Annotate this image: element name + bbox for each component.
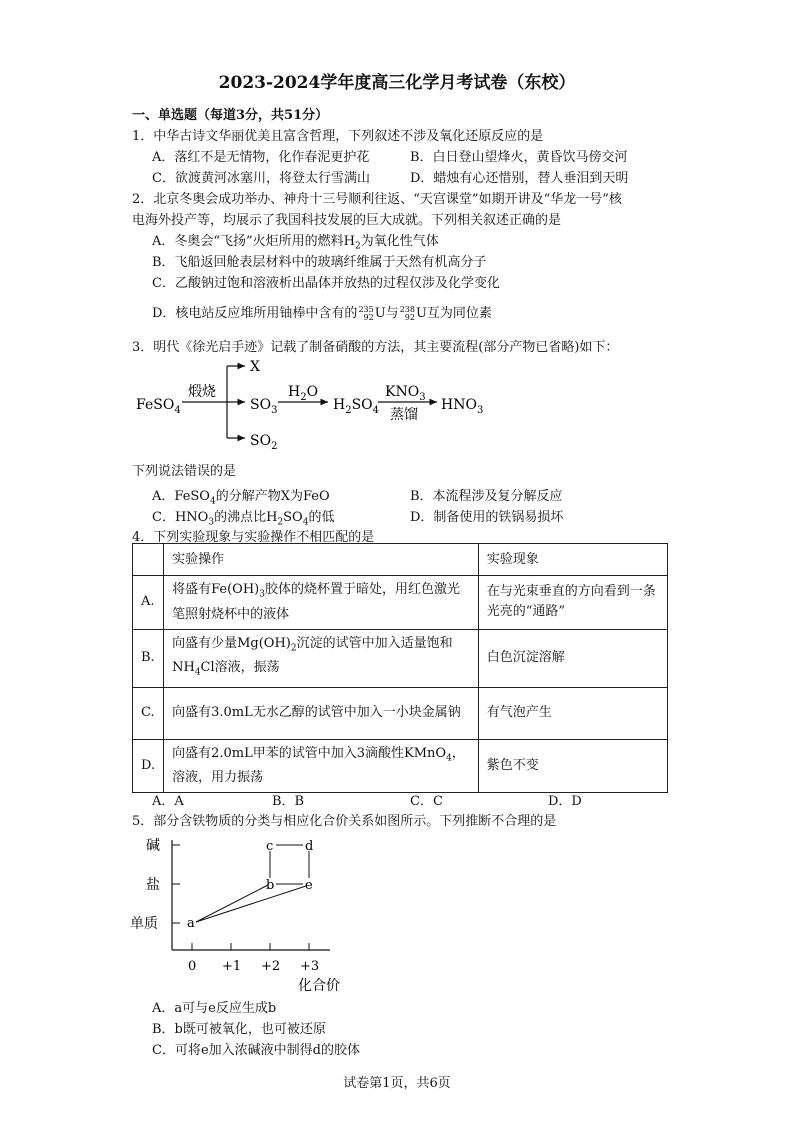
line-a-b — [196, 885, 268, 922]
question-2-stem-line2: 电海外投产等，均展示了我国科技发展的巨大成就。下列相关叙述正确的是 — [132, 213, 562, 228]
flow-calcine-label: 煅烧 — [188, 384, 216, 400]
q4-option-d: D．D — [548, 794, 582, 809]
table-row: B. 向盛有少量$Mg(OH)_2$沉淀的试管中加入适量饱和$NH_4Cl$溶液，振荡 白色沉淀溶解 — [133, 629, 668, 687]
y-label-salt: 盐 — [146, 877, 160, 893]
page-footer: 试卷第1页，共6页 — [343, 1076, 451, 1091]
y-label-element: 单质 — [130, 916, 158, 932]
q5-option-a: A．a可与e反应生成b — [152, 1001, 277, 1016]
q3-option-d: D．制备使用的铁锅易损坏 — [410, 510, 564, 525]
isotope-u235: 235 92 — [358, 304, 374, 322]
point-b: b — [266, 878, 275, 893]
q3-ask: 下列说法错误的是 — [132, 464, 237, 479]
q4-option-a: A．A — [152, 794, 184, 809]
table-row: A. 将盛有$Fe(OH)_3$胶体的烧杯置于暗处，用红色激光笔照射烧杯中的液体 在与光束垂直的方向看到一条光亮的“通路” — [133, 576, 668, 630]
x-tick-label-1: +1 — [222, 959, 242, 974]
question-3-stem: 3．明代《徐光启手迹》记载了制备硝酸的方法，其主要流程(部分产物已省略)如下： — [132, 340, 619, 355]
header-operation: 实验操作 — [164, 544, 479, 576]
flow-x: X — [250, 359, 260, 375]
x-tick-label-3: +3 — [300, 959, 320, 974]
q3-option-c: C．$HNO_3$的沸点比$H_2SO_4$的低 — [152, 510, 335, 528]
q4-option-c: C．C — [410, 794, 443, 809]
q2-option-c: C．乙酸钠过饱和溶液析出晶体并放热的过程仅涉及化学变化 — [152, 276, 500, 291]
q2-option-b: B．飞船返回舱表层材料中的玻璃纤维属于天然有机高分子 — [152, 255, 487, 270]
flow-hno3: $HNO_3$ — [441, 397, 484, 416]
q2-option-d: D．核电站反应堆所用铀棒中含有的235 92U与238 92U互为同位素 — [152, 304, 492, 322]
q5-option-b: B．b既可被氧化，也可被还原 — [152, 1022, 326, 1037]
flow-feso4: FeSO$_4$ — [136, 397, 181, 416]
q3-option-b: B．本流程涉及复分解反应 — [410, 489, 563, 504]
q4-option-b: B．B — [272, 794, 305, 809]
flow-kno3-label: $KNO_3$ — [385, 384, 426, 403]
x-axis-label: 化合价 — [298, 978, 340, 994]
table-row: D. 向盛有2.0mL甲苯的试管中加入3滴酸性KMnO$_4$，溶液，用力振荡 紫色不变 — [133, 739, 668, 793]
flow-so2: $SO_2$ — [250, 433, 278, 452]
point-a: a — [187, 916, 195, 931]
table-row: C. 向盛有3.0mL无水乙醇的试管中加入一小块金属钠 有气泡产生 — [133, 687, 668, 739]
flow-so3: $SO_3$ — [250, 397, 278, 416]
flow-h2o-label: $H_2O$ — [288, 384, 319, 403]
question-1-stem: 1．中华古诗文华丽优美且富含哲理，下列叙述不涉及氧化还原反应的是 — [132, 129, 544, 144]
line-a-e — [196, 886, 306, 922]
question-5-stem: 5．部分含铁物质的分类与相应化合价关系如图所示。下列推断不合理的是 — [132, 814, 557, 829]
point-d: d — [305, 839, 314, 854]
q1-option-a: A．落红不是无情物，化作春泥更护花 — [152, 150, 370, 165]
section-heading: 一、单选题（每道3分，共51分） — [132, 108, 329, 123]
x-tick-label-2: +2 — [261, 959, 281, 974]
point-e: e — [305, 878, 313, 893]
q1-option-c: C．欲渡黄河冰塞川，将登太行雪满山 — [152, 171, 370, 186]
q1-option-b: B．白日登山望烽火，黄昏饮马傍交河 — [410, 150, 628, 165]
point-c: c — [266, 839, 274, 854]
header-phenomenon: 实验现象 — [478, 544, 667, 576]
y-label-base: 碱 — [146, 838, 160, 854]
isotope-u238: 238 92 — [399, 304, 415, 322]
q3-option-a: A．FeSO$_4$的分解产物X为FeO — [152, 489, 330, 507]
q1-option-d: D．蜡烛有心还惜别，替人垂泪到天明 — [410, 171, 629, 186]
flow-distill-label: 蒸馏 — [390, 407, 418, 423]
q5-option-c: C．可将e加入浓碱液中制得d的胶体 — [152, 1043, 360, 1058]
experiment-table — [132, 543, 668, 793]
flow-h2so4: $H_2SO_4$ — [333, 397, 380, 416]
table-header-row — [133, 544, 668, 576]
x-tick-label-0: 0 — [188, 959, 197, 974]
q2-option-a: A．冬奥会“飞扬”火炬所用的燃料$H_2$为氧化性气体 — [152, 234, 439, 252]
q3-flow-diagram — [130, 352, 510, 452]
page-title: 2023-2024学年度高三化学月考试卷（东校） — [218, 73, 576, 93]
question-4-stem: 4．下列实验现象与实验操作不相匹配的是 — [132, 530, 375, 545]
question-2-stem-line1: 2．北京冬奥会成功举办、神舟十三号顺利往返、“天宫课堂”如期开讲及“华龙一号”核 — [132, 192, 622, 207]
q5-valence-chart — [130, 830, 370, 995]
